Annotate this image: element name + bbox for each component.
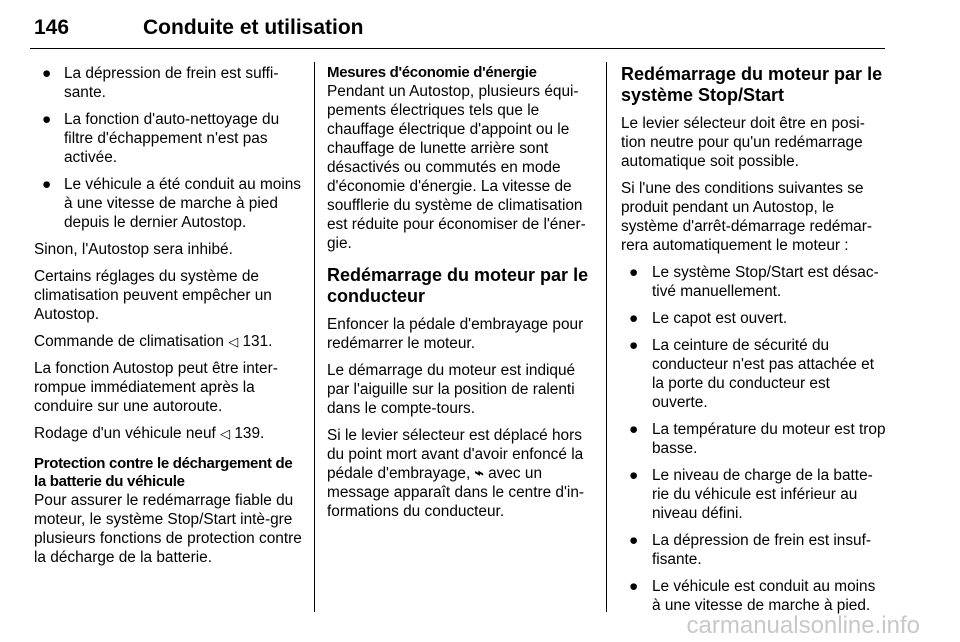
- page-title: Conduite et utilisation: [143, 16, 364, 39]
- list-item: ● La température du moteur est trop basse.: [629, 421, 886, 457]
- list-item: ● Le véhicule est conduit au moins à une vitesse de marche à pied.: [629, 578, 876, 614]
- column-3: [621, 64, 886, 623]
- section-heading: Mesures d'économie d'énergie: [327, 64, 537, 81]
- watermark: carmanualsonline.info: [686, 612, 920, 639]
- clutch-pedal-icon: ⌁: [474, 465, 484, 482]
- paragraph: La fonction Autostop peut être inter-rompue immédiatement après la conduire sur une autoroute.: [34, 360, 278, 415]
- paragraph: Rodage d'un véhicule neuf ◁ 139.: [34, 425, 265, 442]
- paragraph: Pour assurer le redémarrage fiable du moteur, le système Stop/Start intè-gre plusieurs fonctions de protection contre la décharge de la batterie.: [34, 492, 302, 566]
- paragraph: Commande de climatisation ◁ 131.: [34, 333, 273, 350]
- list-item: ● La ceinture de sécurité du conducteur n'est pas attachée et la porte du conducteur est ouverte.: [629, 337, 874, 411]
- paragraph: Sinon, l'Autostop sera inhibé.: [34, 241, 233, 258]
- paragraph: Le démarrage du moteur est indiqué par l'aiguille sur la position de ralenti dans le compte-tours.: [327, 362, 576, 417]
- list-item: ● Le véhicule a été conduit au moins à une vitesse de marche à pied depuis le dernier Autostop.: [42, 176, 301, 231]
- page-number: 146: [34, 16, 70, 39]
- section-heading: Redémarrage du moteur par le système Stop/Start: [621, 64, 883, 105]
- page-reference[interactable]: 139.: [234, 425, 265, 442]
- paragraph: Si le levier sélecteur est déplacé hors du point mort avant d'avoir enfoncé la pédale d'embrayage, ⌁ avec un message apparaît dans le centre d'in-formations du conducteur.: [327, 427, 585, 520]
- bullet-icon: ●: [42, 176, 52, 193]
- page-header: [30, 16, 885, 49]
- list-item: ● La dépression de frein est suffi-sante.: [42, 65, 279, 101]
- bullet-icon: ●: [629, 421, 639, 438]
- column-2: [327, 64, 590, 529]
- bullet-icon: ●: [629, 532, 639, 549]
- paragraph: Le levier sélecteur doit être en posi-tion neutre pour qu'un redémarrage automatique soit possible.: [621, 115, 865, 170]
- page-reference[interactable]: 131.: [242, 333, 273, 350]
- bullet-icon: ●: [42, 65, 52, 82]
- paragraph: Pendant un Autostop, plusieurs équi-pements électriques tels que le chauffage électrique d'appoint ou le chauffage de lunette arrière sont désactivés ou commutés en mode d'économie d'énergie. La vitesse de soufflerie du système de climatisation est réduite pour économiser de l'éner-gie.: [327, 83, 586, 252]
- bullet-icon: ●: [629, 467, 639, 484]
- bullet-icon: ●: [42, 111, 52, 128]
- reference-arrow-icon: ◁: [228, 334, 239, 349]
- column-1: [34, 64, 306, 575]
- list-item: ● Le capot est ouvert.: [629, 310, 788, 327]
- list-item: ● Le système Stop/Start est désac-tivé manuellement.: [629, 264, 879, 300]
- bullet-icon: ●: [629, 310, 639, 327]
- bullet-icon: ●: [629, 337, 639, 354]
- paragraph: Si l'une des conditions suivantes se produit pendant un Autostop, le système d'arrêt-démarrage redémar-rera automatiquement le moteur :: [621, 180, 872, 254]
- paragraph: Enfoncer la pédale d'embrayage pour redémarrer le moteur.: [327, 316, 584, 352]
- bullet-icon: ●: [629, 264, 639, 281]
- section-heading: Protection contre le déchargement de la batterie du véhicule: [34, 455, 293, 490]
- section-heading: Redémarrage du moteur par le conducteur: [327, 265, 589, 306]
- paragraph: Certains réglages du système de climatisation peuvent empêcher un Autostop.: [34, 268, 272, 323]
- column-divider: [606, 62, 607, 612]
- column-divider: [314, 62, 315, 612]
- bullet-icon: ●: [629, 578, 639, 595]
- list-item: ● Le niveau de charge de la batte-rie du véhicule est inférieur au niveau défini.: [629, 467, 873, 522]
- list-item: ● La dépression de frein est insuf-fisante.: [629, 532, 872, 568]
- reference-arrow-icon: ◁: [220, 426, 231, 441]
- list-item: ● La fonction d'auto-nettoyage du filtre d'échappement n'est pas activée.: [42, 111, 280, 166]
